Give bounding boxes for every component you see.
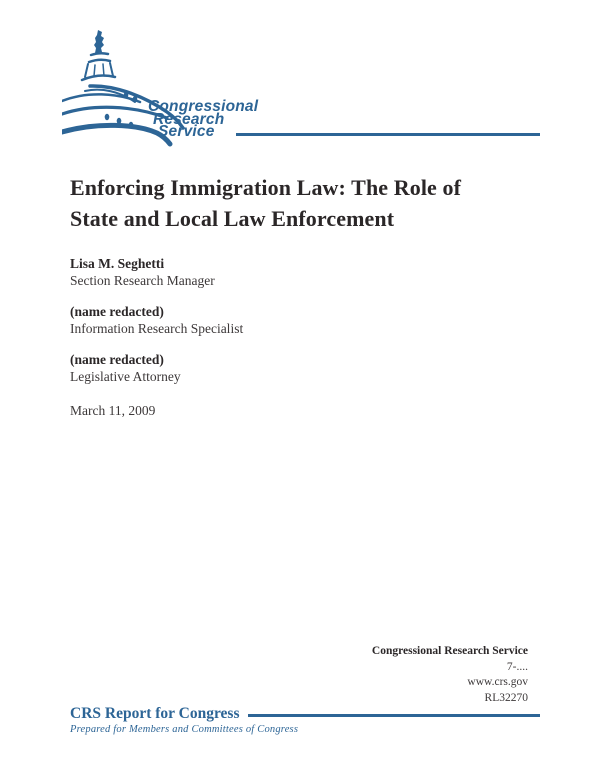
author-role: Section Research Manager (70, 273, 215, 288)
logo-word-service: Service (158, 123, 215, 140)
report-title-line2: State and Local Law Enforcement (70, 206, 395, 231)
author-role: Legislative Attorney (70, 369, 181, 384)
footer-banner-row (70, 705, 540, 723)
footer-tagline: Prepared for Members and Committees of Congress (70, 724, 299, 735)
author-entry (70, 255, 243, 289)
author-entry (70, 351, 243, 385)
footer-rule (248, 714, 541, 717)
report-title (70, 172, 550, 234)
author-name: (name redacted) (70, 352, 164, 367)
publisher-website: www.crs.gov (467, 676, 528, 688)
header-rule (236, 133, 540, 136)
publisher-phone: 7-.... (506, 660, 528, 673)
crs-report-banner: CRS Report for Congress (70, 705, 240, 722)
logo-word-research: Research (153, 110, 225, 128)
author-role: Information Research Specialist (70, 321, 244, 336)
author-name: Lisa M. Seghetti (70, 256, 165, 271)
report-date: March 11, 2009 (70, 403, 156, 418)
logo-word-congressional: Congressional (148, 98, 259, 115)
publisher-info-block (372, 644, 528, 706)
report-title-line1: Enforcing Immigration Law: The Role of (70, 175, 462, 200)
report-number: RL32270 (484, 691, 528, 704)
author-block (70, 255, 243, 419)
author-entry (70, 303, 243, 337)
author-name: (name redacted) (70, 304, 164, 319)
publisher-name: Congressional Research Service (371, 645, 528, 657)
